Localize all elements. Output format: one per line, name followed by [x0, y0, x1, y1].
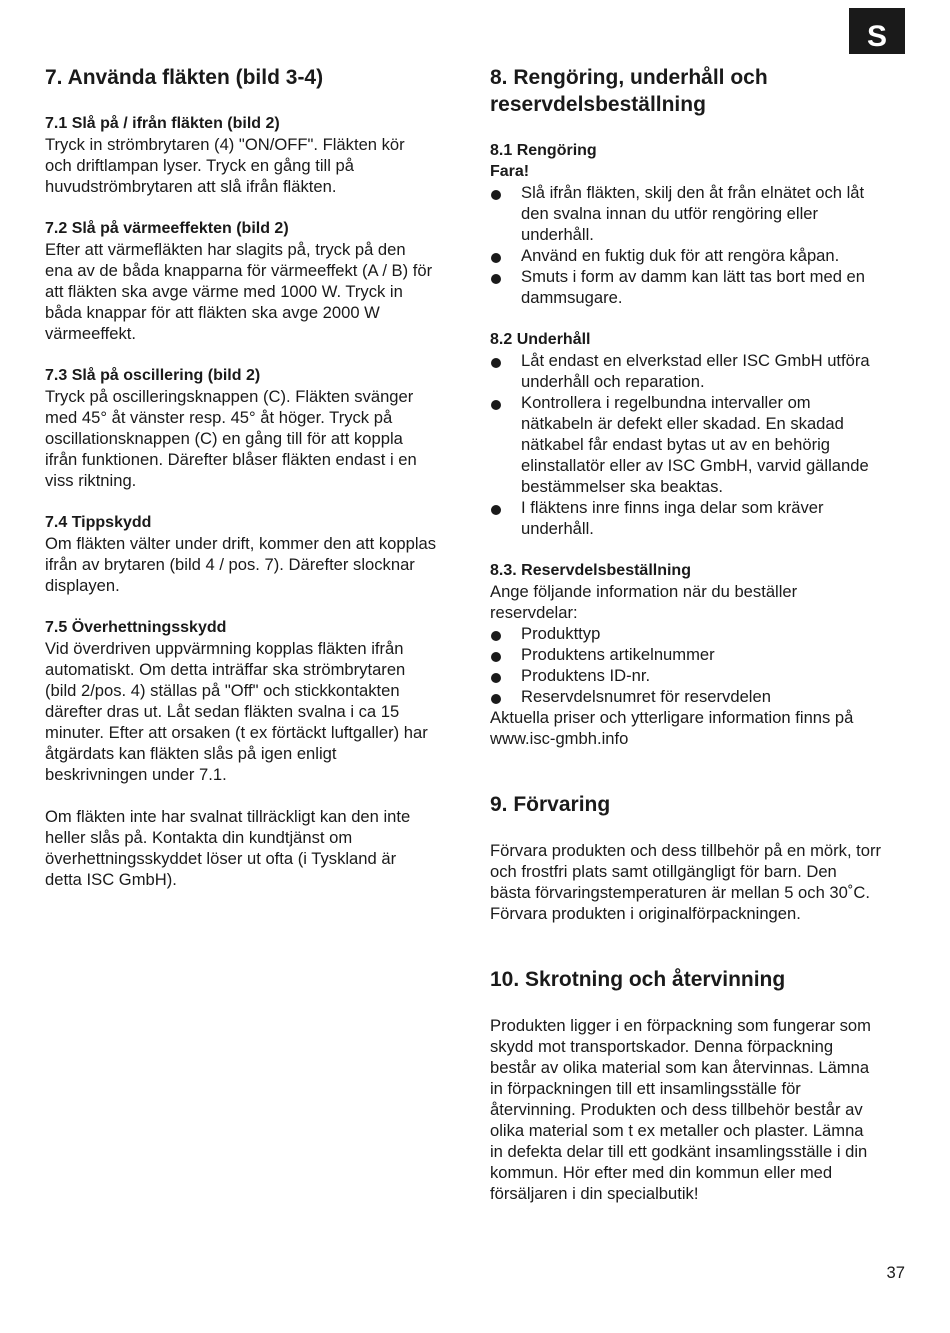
cleaning-list [490, 182, 915, 308]
section-8-title [490, 64, 915, 118]
paragraph-line: Om fläkten välter under drift, kommer den att kopplas [45, 534, 437, 553]
section-10-title: 10. Skrotning och återvinning [490, 968, 786, 991]
paragraph-line: skydd mot transportskador. Denna förpackning [490, 1037, 834, 1056]
paragraph-line: reservdelar: [490, 603, 578, 622]
subsection-8-1-heading: 8.1 Rengöring [490, 142, 597, 159]
paragraph-line: Förvara produkten och dess tillbehör på en mörk, torr [490, 841, 882, 860]
maintenance-list [490, 350, 915, 539]
paragraph-line: Tryck in strömbrytaren (4) "ON/OFF". Fläkten kör [45, 135, 405, 154]
section-8-title-line: 8. Rengöring, underhåll och [490, 66, 768, 89]
subsection-7-5 [45, 617, 465, 890]
paragraph-line: Produkten ligger i en förpackning som fungerar som [490, 1016, 871, 1035]
paragraph-line: att fläkten ska avge värme med 1000 W. Tryck in [45, 282, 403, 301]
section-7-title: 7. Använda fläkten (bild 3-4) [45, 66, 324, 89]
paragraph-line: minuter. Efter att orsaken (t ex förtäckt luftgaller) har [45, 723, 428, 742]
subsection-7-1 [45, 113, 465, 197]
section-9 [490, 791, 915, 924]
paragraph-line: och driftlampan lyser. Tryck en gång till på [45, 156, 354, 175]
list-item: Kontrollera i regelbundna intervaller om nätkabeln är defekt eller skadad. En skadad nätkabel får endast bytas ut av en behörig elinstallatör eller av ISC GmbH, varvid gällande bestämmelser ska beaktas. [490, 392, 915, 497]
left-column [45, 64, 465, 890]
paragraph-line: Vid överdriven uppvärmning kopplas fläkten ifrån [45, 639, 404, 658]
paragraph-line: automatiskt. Om detta inträffar ska strömbrytaren [45, 660, 406, 679]
subsection-8-2 [490, 329, 915, 539]
subsection-7-2-heading: 7.2 Slå på värmeeffekten (bild 2) [45, 220, 289, 237]
paragraph-line: beskrivningen under 7.1. [45, 765, 227, 784]
paragraph-line: överhettningsskyddet löser ut ofta (i Tyskland är [45, 849, 397, 868]
paragraph-line: ifrån av brytaren (bild 4 / pos. 7). Därefter slocknar [45, 555, 415, 574]
paragraph-line: Aktuella priser och ytterligare information finns på [490, 708, 854, 727]
paragraph-line: displayen. [45, 576, 120, 595]
subsection-8-2-heading: 8.2 Underhåll [490, 331, 591, 348]
paragraph-line: ifrån funktionen. Därefter blåser fläkten endast i en [45, 450, 417, 469]
list-item: Reservdelsnumret för reservdelen [490, 686, 915, 707]
language-badge: S [849, 8, 905, 54]
paragraph-line: detta ISC GmbH). [45, 870, 177, 889]
list-item: Produkttyp [490, 623, 915, 644]
subsection-8-3-heading: 8.3. Reservdelsbeställning [490, 562, 691, 579]
subsection-7-4 [45, 512, 465, 596]
paragraph-line: Tryck på oscilleringsknappen (C). Fläkten svänger [45, 387, 414, 406]
website-link[interactable]: www.isc-gmbh.info [490, 729, 629, 748]
paragraph-line: oscillationsknappen (C) en gång till för att koppla [45, 429, 403, 448]
subsection-8-1 [490, 140, 915, 308]
paragraph-line: Om fläkten inte har svalnat tillräckligt kan den inte [45, 807, 411, 826]
section-10 [490, 966, 915, 1204]
paragraph-line: olika material som t ex metaller och plaster. Lämna [490, 1121, 864, 1140]
paragraph-line: in förpackningen till ett insamlingsställe för [490, 1079, 801, 1098]
subsection-7-5-heading: 7.5 Överhettningsskydd [45, 619, 227, 636]
subsection-7-2 [45, 218, 465, 344]
paragraph-line: viss riktning. [45, 471, 137, 490]
spare-parts-list [490, 623, 915, 707]
subsection-7-4-heading: 7.4 Tippskydd [45, 514, 152, 531]
subsection-7-1-heading: 7.1 Slå på / ifrån fläkten (bild 2) [45, 115, 280, 132]
list-item: I fläktens inre finns inga delar som kräver underhåll. [490, 497, 915, 539]
paragraph-line: Efter att värmefläkten har slagits på, tryck på den [45, 240, 406, 259]
section-9-title: 9. Förvaring [490, 793, 611, 816]
paragraph-line: bästa förvaringstemperaturen är mellan 5 och 30˚C. [490, 883, 871, 902]
paragraph-line: består av olika material som kan återvinnas. Lämna [490, 1058, 870, 1077]
list-item: Låt endast en elverkstad eller ISC GmbH utföra underhåll och reparation. [490, 350, 915, 392]
right-column [490, 64, 915, 1204]
paragraph-line: heller slås på. Kontakta din kundtjänst om [45, 828, 353, 847]
paragraph-line: huvudströmbrytaren att slå ifrån fläkten. [45, 177, 337, 196]
paragraph-line: båda knappar för att fläkten ska avge 2000 W [45, 303, 380, 322]
subsection-7-3-heading: 7.3 Slå på oscillering (bild 2) [45, 367, 261, 384]
list-item: Produktens ID-nr. [490, 665, 915, 686]
paragraph-line: försäljaren i din specialbutik! [490, 1184, 699, 1203]
paragraph-line: därefter dras ut. Låt sedan fläkten svalna i ca 15 [45, 702, 400, 721]
paragraph-line: ena av de båda knapparna för värmeeffekt (A / B) för [45, 261, 433, 280]
paragraph-line: återvinning. Produkten och dess tillbehör består av [490, 1100, 863, 1119]
paragraph-line: med 45° åt vänster resp. 45° åt höger. Tryck på [45, 408, 393, 427]
paragraph-line: och frostfri plats samt otillgängligt för barn. Den [490, 862, 837, 881]
paragraph-line: in defekta delar till ett godkänt insamlingsställe i din [490, 1142, 868, 1161]
section-8-title-line: reservdelsbeställning [490, 93, 706, 116]
danger-warning: Fara! [490, 163, 530, 180]
paragraph-line: kommun. Hör efter med din kommun eller med [490, 1163, 833, 1182]
paragraph-line: värmeeffekt. [45, 324, 136, 343]
paragraph-line: (bild 2/pos. 4) ställas på "Off" och stickkontakten [45, 681, 400, 700]
paragraph-line: Förvara produkten i originalförpackningen. [490, 904, 801, 923]
list-item: Produktens artikelnummer [490, 644, 915, 665]
subsection-8-3 [490, 560, 915, 749]
subsection-7-3 [45, 365, 465, 491]
list-item: Använd en fuktig duk för att rengöra kåpan. [490, 245, 915, 266]
paragraph-line: åtgärdats kan fläkten slås på igen enligt [45, 744, 337, 763]
page-number: 37 [886, 1263, 905, 1282]
list-item: Slå ifrån fläkten, skilj den åt från elnätet och låt den svalna innan du utför rengöring eller underhåll. [490, 182, 915, 245]
paragraph-line: Ange följande information när du beställer [490, 582, 798, 601]
list-item: Smuts i form av damm kan lätt tas bort med en dammsugare. [490, 266, 915, 308]
